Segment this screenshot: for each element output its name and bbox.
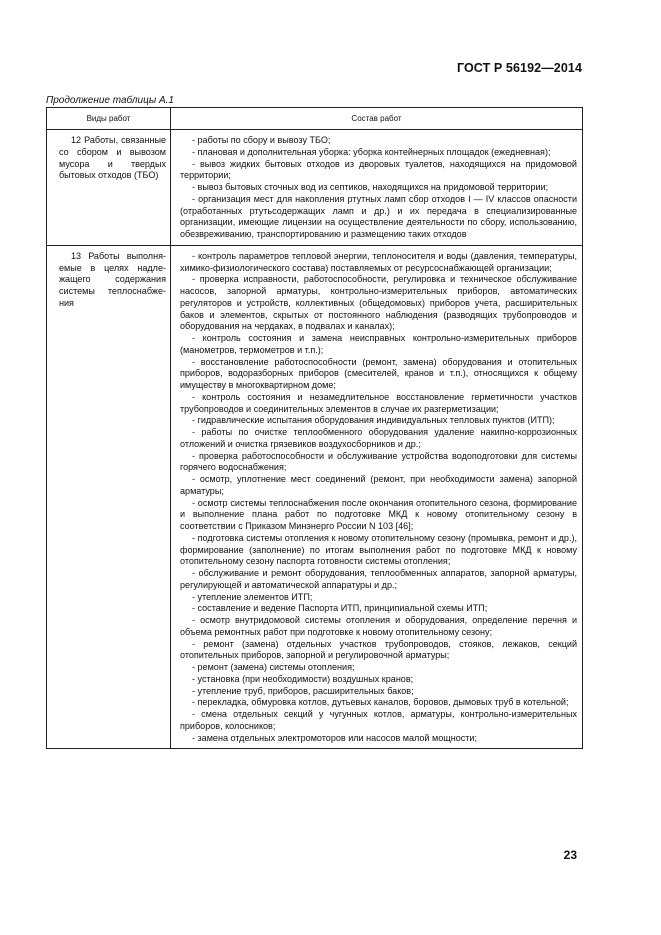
work-type-cell xyxy=(47,130,171,246)
work-item: - обслуживание и ремонт оборудования, теплообменных аппаратов, запорной арматуры, регулирующей и автоматической аппаратуры и др.; xyxy=(180,568,577,590)
work-type-text: 13 Работы выполняемые в целях надлежащего содержания системы теплоснабжения xyxy=(59,250,166,308)
work-item: - проверка исправности, работоспособности, регулировка и техническое обслуживание насосов, запорной арматуры, контрольно-измерительных приборов, автоматических регуляторов и устройств, коллективных (общедомовых) приборов учета, расширительных баков и элементов, скрытых от постоянного наблюдения (разводящих трубопроводов и оборудования на чердаках, в подвалах и каналах); xyxy=(180,274,577,332)
work-item: - контроль состояния и незамедлительное восстановление герметичности участков трубопроводов и соединительных элементов в случае их разгерметизации; xyxy=(180,391,577,414)
table-caption: Продолжение таблицы А.1 xyxy=(46,95,174,106)
work-type-cell xyxy=(47,245,171,749)
work-item: - восстановление работоспособности (ремонт, замена) оборудования и отопительных приборов, водоразборных приборов (смесителей, кранов и т.п.), относящихся к общему имуществу в многоквартирном доме; xyxy=(180,356,577,390)
work-item: - контроль состояния и замена неисправных контрольно-измерительных приборов (манометров, термометров и т.п.); xyxy=(180,333,577,355)
work-type-text: 12 Работы, связанные со сбором и вывозом мусора и твердых бытовых отходов (ТБО) xyxy=(59,135,166,181)
work-item: - утепление элементов ИТП; xyxy=(192,591,313,602)
work-item: - осмотр внутридомовой системы отопления и оборудования, определение перечня и объема ремонтных работ при подготовке к новому отопительному сезону; xyxy=(180,615,577,637)
work-item: - утепление труб, приборов, расширительных баков; xyxy=(192,685,414,696)
work-item: - осмотр, уплотнение мест соединений (ремонт, при необходимости замена) запорной арматуры; xyxy=(180,474,577,496)
column-header-work-types: Виды работ xyxy=(47,108,171,130)
column-header-work-composition: Состав работ xyxy=(171,108,583,130)
work-item: - осмотр системы теплоснабжения после окончания отопительного сезона, формирование и выполнение плана работ по подготовке МКД к новому отопительному сезону в соответствии с Приказом Минэнерго России N 103 [46]; xyxy=(180,497,577,531)
work-item: - перекладка, обмуровка котлов, дутьевых каналов, боровов, дымовых труб в котельной; xyxy=(192,697,569,708)
work-item: - подготовка системы отопления к новому отопительному сезону (промывка, ремонт и др.), формирование (заполнение) по итогам выполнения работ по подготовке МКД к новому отопительному сезону паспорта готовности системы отопления; xyxy=(180,532,577,567)
table-row xyxy=(47,130,583,246)
work-item: - плановая и дополнительная уборка: уборка контейнерных площадок (ежедневная); xyxy=(192,146,551,157)
work-item: - замена отдельных электромоторов или насосов малой мощности; xyxy=(192,732,477,743)
document-code: ГОСТ Р 56192—2014 xyxy=(456,61,582,75)
work-item: - вывоз бытовых сточных вод из септиков, находящихся на придомовой территории; xyxy=(192,182,549,192)
page-number: 23 xyxy=(563,848,577,862)
table-header-row xyxy=(47,108,583,130)
work-items-cell xyxy=(171,245,583,749)
work-item: - вывоз жидких бытовых отходов из дворовых туалетов, находящихся на придомовой территории; xyxy=(180,158,577,181)
work-item: - ремонт (замена) отдельных участков трубопроводов, стояков, лежаков, секций отопительных приборов, запорной и регулировочной арматуры; xyxy=(180,638,577,661)
work-item: - гидравлические испытания оборудования индивидуальных тепловых пунктов (ИТП); xyxy=(192,415,555,426)
work-item: - работы по сбору и вывозу ТБО; xyxy=(192,135,331,145)
work-item: - контроль параметров тепловой энергии, теплоносителя и воды (давления, температуры, химико-физиологического состава) поставляемых от ресурсоснабжающей организации; xyxy=(180,250,577,273)
work-item: - работы по очистке теплообменного оборудования удаление накипно-коррозионных отложений и очистка грязевиков воздухосборников и др.; xyxy=(180,427,577,449)
work-item: - составление и ведение Паспорта ИТП, принципиальной схемы ИТП; xyxy=(192,603,488,614)
work-item: - проверка работоспособности и обслуживание устройства водоподготовки для системы горячего водоснабжения; xyxy=(180,450,577,473)
work-item: - организация мест для накопления ртутных ламп сбор отходов I — IV классов опасности (отработанных ртутьсодержащих ламп и др.) и их передача в специализированные организации, имеющие лицензии на осуществление деятельности по сбору, использованию, обезвреживанию, транспортированию и размещению таких отходов xyxy=(180,193,577,239)
table-row xyxy=(47,245,583,749)
works-table xyxy=(46,107,583,749)
work-items-cell xyxy=(171,130,583,246)
work-item: - установка (при необходимости) воздушных кранов; xyxy=(192,673,414,684)
work-item: - ремонт (замена) системы отопления; xyxy=(192,662,355,672)
work-item: - смена отдельных секций у чугунных котлов, арматуры, контрольно-измерительных приборов, колосников; xyxy=(180,709,577,731)
